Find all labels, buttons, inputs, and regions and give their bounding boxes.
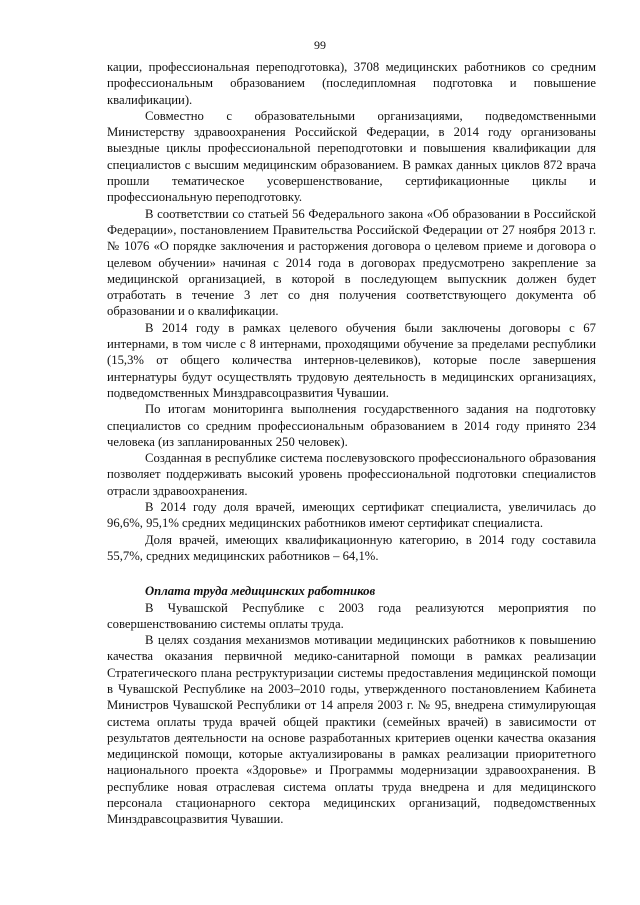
paragraph-law-article-56: В соответствии со статьей 56 Федерального закона «Об образовании в Российской Федерации», постановлением Правительства Российской Федерации от 27 ноября 2013 г. № 1076 «О порядке заключения и расторжения договора о целевом приеме и договора о целевом обучении» начиная с 2014 года в договорах предусмотрено закрепление за медицинской организацией, в которой в последующем выпускник должен будет отработать в течение 3 лет со дня получения соответствующего документа об образовании и о квалификации. — [107, 206, 596, 319]
section-heading: Оплата труда медицинских работников — [145, 584, 376, 599]
paragraph-postgraduate-system: Созданная в республике система послевузовского профессионального образования позволяет поддерживать высокий уровень профессиональной подготовки специалистов отрасли здравоохранения. — [107, 451, 596, 498]
paragraph-joint-training: Совместно с образовательными организациями, подведомственными Министерству здравоохранения Российской Федерации, в 2014 году организованы выездные циклы профессиональной переподготовки и повышения квалификации для специалистов с высшим медицинским образованием. В рамках данных циклов 872 врача прошли тематическое усовершенствование, сертификационные циклы и профессиональную переподготовку. — [107, 108, 596, 205]
page-number: 99 — [314, 38, 326, 52]
paragraph-qualification-category: Доля врачей, имеющих квалификационную категорию, в 2014 году составила 55,7%, средних медицинских работников – 64,1%. — [107, 532, 596, 563]
document-body — [107, 59, 596, 828]
paragraph-continuation: кации, профессиональная переподготовка), 3708 медицинских работников со средним профессиональным образованием (последипломная подготовка и повышение квалификации). — [107, 60, 596, 107]
paragraph-certificate-share: В 2014 году доля врачей, имеющих сертификат специалиста, увеличилась до 96,6%, 95,1% средних медицинских работников имеют сертификат специалиста. — [107, 500, 596, 531]
paragraph-motivation-mechanisms: В целях создания механизмов мотивации медицинских работников к повышению качества оказания первичной медико-санитарной помощи в рамках реализации Стратегического плана реструктуризации системы предоставления медицинской помощи в Чувашской Республике на 2003–2010 годы, утвержденного постановлением Кабинета Министров Чувашской Республики от 14 апреля 2003 г. № 95, внедрена стимулирующая система оплаты труда врачей общей практики (семейных врачей) в зависимости от результатов деятельности на основе разработанных критериев оценки качества оказания медицинской помощи, которые актуализированы в рамках реализации приоритетного национального проекта «Здоровье» и Программы модернизации здравоохранения. В республике новая отраслевая система оплаты труда внедрена и для медицинского персонала стационарного сектора медицинских организаций, подведомственных Минздравсоцразвития Чувашии. — [107, 633, 596, 827]
paragraph-pay-system-since-2003: В Чувашской Республике с 2003 года реализуются мероприятия по совершенствованию системы оплаты труда. — [107, 600, 596, 631]
paragraph-target-training: В 2014 году в рамках целевого обучения были заключены договоры с 67 интернами, в том числе с 8 интернами, проходящими обучение за пределами республики (15,3% от общего количества интернов-целевиков), которые после завершения интернатуры будут осуществлять трудовую деятельность в медицинских организациях, подведомственных Минздравсоцразвития Чувашии. — [107, 320, 596, 400]
paragraph-monitoring-results: По итогам мониторинга выполнения государственного задания на подготовку специалистов со средним профессиональным образованием в 2014 году принято 234 человека (из запланированных 250 человек). — [107, 402, 596, 449]
